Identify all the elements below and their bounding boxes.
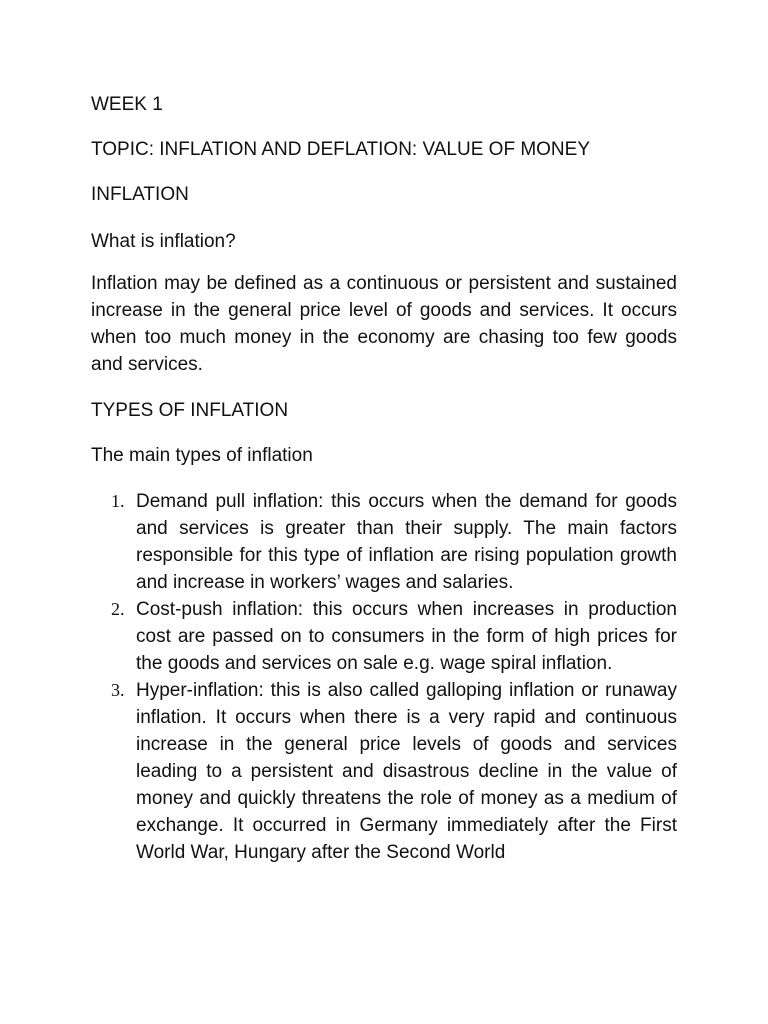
list-item-number: 2. <box>111 599 125 619</box>
section-heading: INFLATION <box>91 184 189 205</box>
list-item-text: Cost-push inflation: this occurs when increases in production cost are passed on to consumers in the form of high prices for the goods and services on sale e.g. wage spiral inflation. <box>136 599 677 674</box>
list-item <box>91 677 677 866</box>
types-heading: TYPES OF INFLATION <box>91 400 289 421</box>
list-item-number: 1. <box>111 491 125 511</box>
list-item-text: Demand pull inflation: this occurs when the demand for goods and services is greater than their supply. The main factors responsible for this type of inflation are rising population growth and increase in workers’ wages and salaries. <box>136 491 677 593</box>
topic-title: TOPIC: INFLATION AND DEFLATION: VALUE OF MONEY <box>91 139 591 160</box>
definition-paragraph: Inflation may be defined as a continuous or persistent and sustained increase in the general price level of goods and services. It occurs when too much money in the economy are chasing too few goods and services. <box>91 273 677 375</box>
week-label: WEEK 1 <box>91 94 163 115</box>
list-item <box>91 488 677 596</box>
list-item-number: 3. <box>111 680 125 700</box>
inflation-types-list <box>91 488 677 866</box>
question-text: What is inflation? <box>91 231 236 252</box>
list-item-text: Hyper-inflation: this is also called galloping inflation or runaway inflation. It occurs when there is a very rapid and continuous increase in the general price levels of goods and services leading to a persistent and disastrous decline in the value of money and quickly threatens the role of money as a medium of exchange. It occurred in Germany immediately after the First World War, Hungary after the Second World <box>136 680 677 863</box>
types-intro: The main types of inflation <box>91 445 313 466</box>
list-item <box>91 596 677 677</box>
